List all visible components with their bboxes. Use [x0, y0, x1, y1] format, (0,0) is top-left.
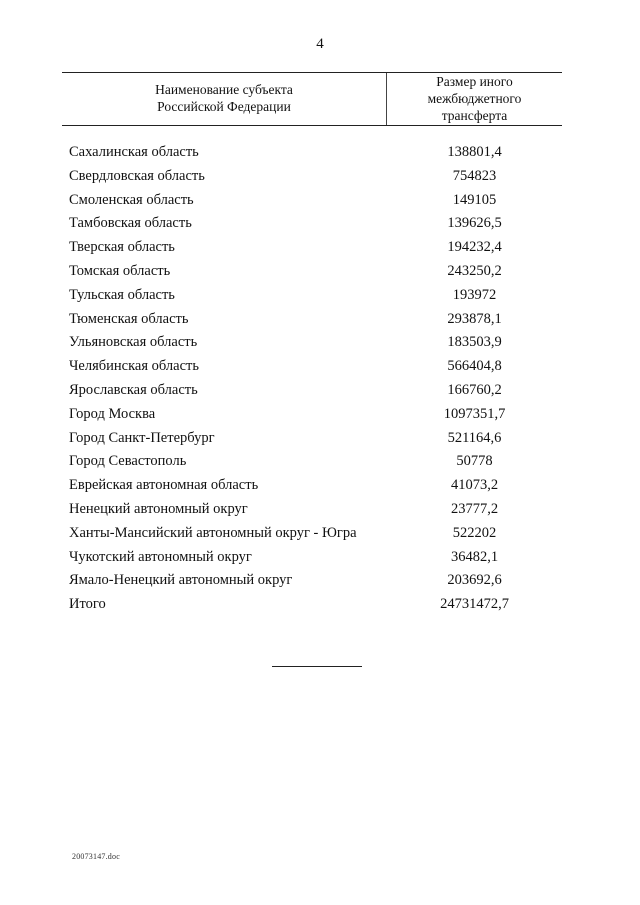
- table-header: [62, 72, 562, 126]
- header-subject-column: [62, 81, 386, 115]
- table-row: [0, 569, 640, 593]
- table-row: [0, 331, 640, 355]
- transfer-amount: 194232,4: [447, 239, 502, 256]
- header-amount-line: Размер иного: [436, 74, 513, 89]
- header-subject-line: Наименование субъекта: [155, 82, 293, 97]
- end-rule: [272, 666, 362, 667]
- subject-name: Свердловская область: [69, 167, 205, 184]
- table-row: [0, 284, 640, 308]
- transfer-amount: 203692,6: [447, 572, 502, 589]
- subject-name: Тульская область: [69, 286, 175, 303]
- footer-document-code: 20073147.doc: [72, 852, 120, 861]
- transfer-amount: 566404,8: [447, 358, 502, 375]
- table-row: [0, 450, 640, 474]
- transfer-amount: 243250,2: [447, 262, 502, 279]
- transfer-amount: 138801,4: [447, 144, 502, 160]
- transfer-amount: 521164,6: [447, 429, 502, 446]
- table-row: [0, 260, 640, 284]
- table-row: [0, 379, 640, 403]
- subject-name: Город Москва: [69, 405, 156, 422]
- table-row: [0, 427, 640, 451]
- subject-name: Ульяновская область: [69, 334, 198, 351]
- table-row: [0, 165, 640, 189]
- header-amount-line: трансферта: [441, 108, 508, 123]
- page-number: 4: [316, 36, 324, 52]
- transfer-amount: 149105: [452, 191, 497, 208]
- transfer-amount: 293878,1: [447, 310, 502, 327]
- header-amount-line: межбюджетного: [427, 91, 522, 106]
- table-row: [0, 141, 640, 165]
- table-row: [0, 593, 640, 617]
- table-row: [0, 522, 640, 546]
- transfer-amount: 754823: [452, 167, 497, 184]
- transfer-amount: 183503,9: [447, 334, 502, 351]
- table-body: [0, 141, 640, 617]
- table-row: [0, 355, 640, 379]
- table-row: [0, 308, 640, 332]
- subject-name: Ненецкий автономный округ: [69, 500, 248, 517]
- table-row: [0, 212, 640, 236]
- transfer-amount: 193972: [452, 286, 497, 303]
- subject-name: Томская область: [69, 262, 171, 279]
- subject-name: Тамбовская область: [69, 215, 192, 232]
- subject-name: Итого: [69, 596, 106, 613]
- transfer-amount: 139626,5: [447, 215, 502, 232]
- subject-name: Тверская область: [69, 239, 175, 256]
- subject-name: Челябинская область: [69, 358, 199, 375]
- table-row: [0, 189, 640, 213]
- subject-name: Ярославская область: [69, 381, 198, 398]
- transfer-amount: 41073,2: [450, 477, 499, 494]
- table-row: [0, 474, 640, 498]
- header-subject-line: Российской Федерации: [157, 99, 291, 114]
- transfer-amount: 24731472,7: [440, 596, 509, 613]
- transfer-amount: 23777,2: [450, 500, 499, 517]
- transfer-amount: 522202: [452, 524, 497, 541]
- table-row: [0, 546, 640, 570]
- table-row: [0, 498, 640, 522]
- transfer-amount: 50778: [456, 453, 493, 470]
- subject-name: Тюменская область: [69, 310, 189, 327]
- header-amount-column: [387, 73, 562, 124]
- subject-name: Ханты-Мансийский автономный округ - Югра: [69, 524, 357, 541]
- transfer-amount: 166760,2: [447, 381, 502, 398]
- transfer-amount: 1097351,7: [443, 405, 506, 422]
- subject-name: Город Санкт-Петербург: [69, 429, 215, 446]
- subject-name: Смоленская область: [69, 191, 194, 208]
- transfer-amount: 36482,1: [450, 548, 499, 565]
- subject-name: Сахалинская область: [69, 144, 199, 160]
- subject-name: Чукотский автономный округ: [69, 548, 252, 565]
- subject-name: Ямало-Ненецкий автономный округ: [69, 572, 293, 589]
- subject-name: Еврейская автономная область: [69, 477, 259, 494]
- table-row: [0, 236, 640, 260]
- table-row: [0, 403, 640, 427]
- subject-name: Город Севастополь: [69, 453, 187, 470]
